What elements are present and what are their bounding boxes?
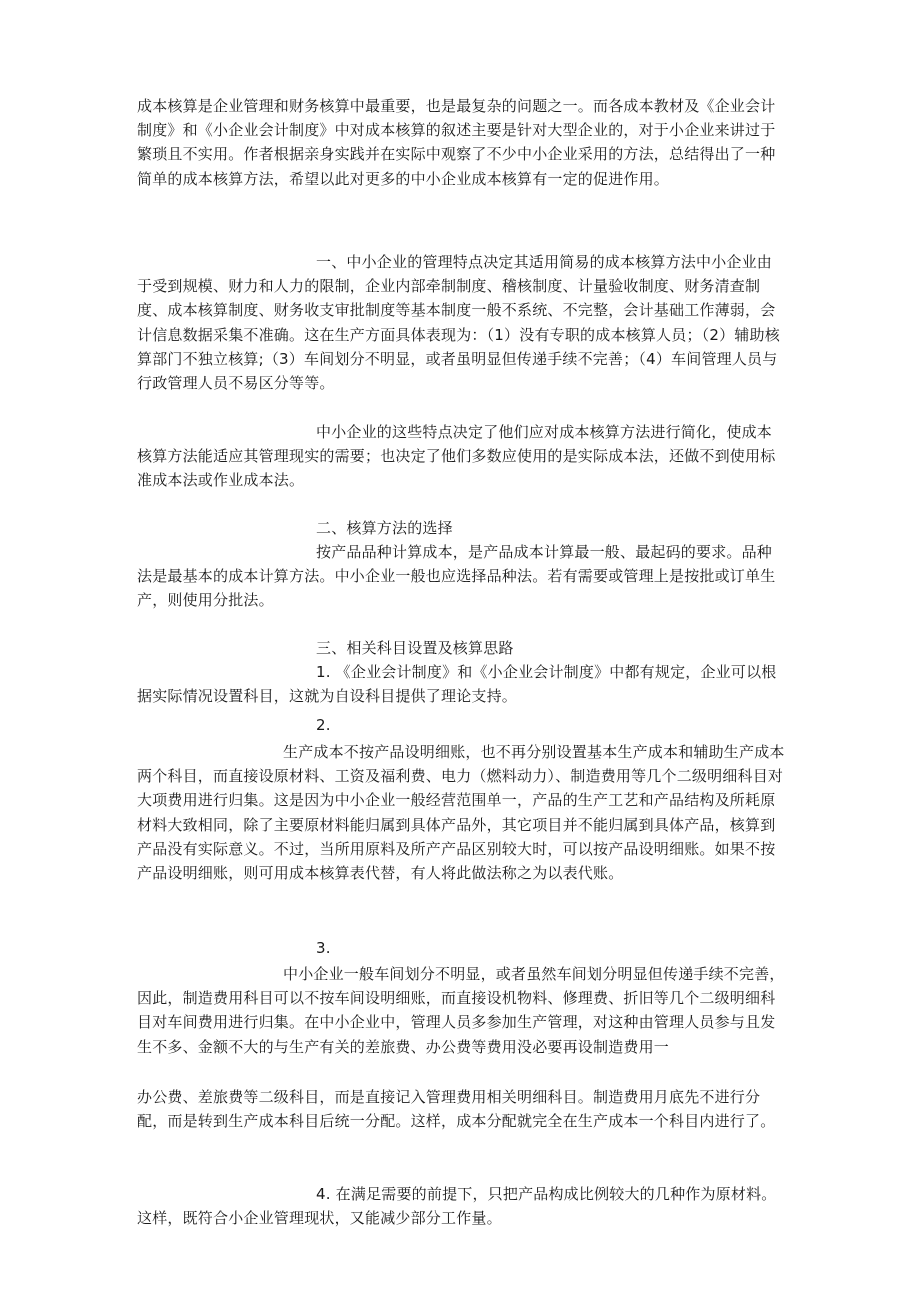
section-2-body: 按产品品种计算成本，是产品成本计算最一般、最起码的要求。品种法是最基本的成本计算方法。中小企业一般也应选择品种法。若有需要或管理上是按批或订单生产，则使用分批法。: [137, 543, 776, 610]
section-3-item-4: 4. 在满足需要的前提下，只把产品构成比例较大的几种作为原材料。这样，既符合小企业管理现状，又能减少部分工作量。: [137, 1185, 777, 1228]
section-3-item-2-number: 2.: [316, 716, 331, 734]
section-2-heading: 二、核算方法的选择: [316, 519, 453, 537]
section-3-heading: 三、相关科目设置及核算思路: [316, 639, 514, 657]
intro-paragraph: 成本核算是企业管理和财务核算中最重要，也是最复杂的问题之一。而各成本教材及《企业会计制度》和《小企业会计制度》中对成本核算的叙述主要是针对大型企业的，对于小企业来讲过于繁琐且不实用。作者根据亲身实践并在实际中观察了不少中小企业采用的方法，总结得出了一种简单的成本核算方法，希望以此对更多的中小企业成本核算有一定的促进作用。: [137, 97, 776, 188]
section-3-item-1: 1. 《企业会计制度》和《小企业会计制度》中都有规定，企业可以根据实际情况设置科目，这就为自设科目提供了理论支持。: [137, 663, 777, 706]
section-3-item-3-body: 中小企业一般车间划分不明显，或者虽然车间划分明显但传递手续不完善，因此，制造费用科目可以不按车间设明细账，而直接设机物料、修理费、折旧等几个二级明细科目对车间费用进行归集。在中小企业中，管理人员多参加生产管理，对这种由管理人员参与且发生不多、金额不大的与生产有关的差旅费、办公费等费用没必要再设制造费用一: [137, 965, 785, 1056]
section-3-item-2-body: 生产成本不按产品设明细账，也不再分别设置基本生产成本和辅助生产成本两个科目，而直接设原材料、工资及福利费、电力（燃料动力）、制造费用等几个二级明细科目对大项费用进行归集。这是因为中小企业一般经营范围单一，产品的生产工艺和产品结构及所耗原材料大致相同，除了主要原材料能归属到具体产品外，其它项目并不能归属到具体产品，核算到产品没有实际意义。不过，当所用原料及所产产品区别较大时，可以按产品设明细账。如果不按产品设明细账，则可用成本核算表代替，有人将此做法称之为以表代账。: [137, 743, 785, 883]
section-3-item-3-continuation: 办公费、差旅费等二级科目，而是直接记入管理费用相关明细科目。制造费用月底先不进行分配，而是转到生产成本科目后统一分配。这样，成本分配就完全在生产成本一个科目内进行了。: [137, 1088, 776, 1131]
section-1-paragraph: 一、中小企业的管理特点决定其适用简易的成本核算方法中小企业由于受到规模、财力和人力的限制，企业内部牵制制度、稽核制度、计量验收制度、财务清查制度、成本核算制度、财务收支审批制度等基本制度一般不系统、不完整，会计基础工作薄弱，会计信息数据采集不准确。这在生产方面具体表现为：（1）没有专职的成本核算人员；（2）辅助核算部门不独立核算;（3）车间划分不明显，或者虽明显但传递手续不完善；（4）车间管理人员与行政管理人员不易区分等等。: [137, 253, 780, 393]
section-3-item-3-number: 3.: [316, 939, 331, 957]
section-1-continuation-paragraph: 中小企业的这些特点决定了他们应对成本核算方法进行简化，使成本核算方法能适应其管理现实的需要；也决定了他们多数应使用的是实际成本法，还做不到使用标准成本法或作业成本法。: [137, 423, 776, 490]
